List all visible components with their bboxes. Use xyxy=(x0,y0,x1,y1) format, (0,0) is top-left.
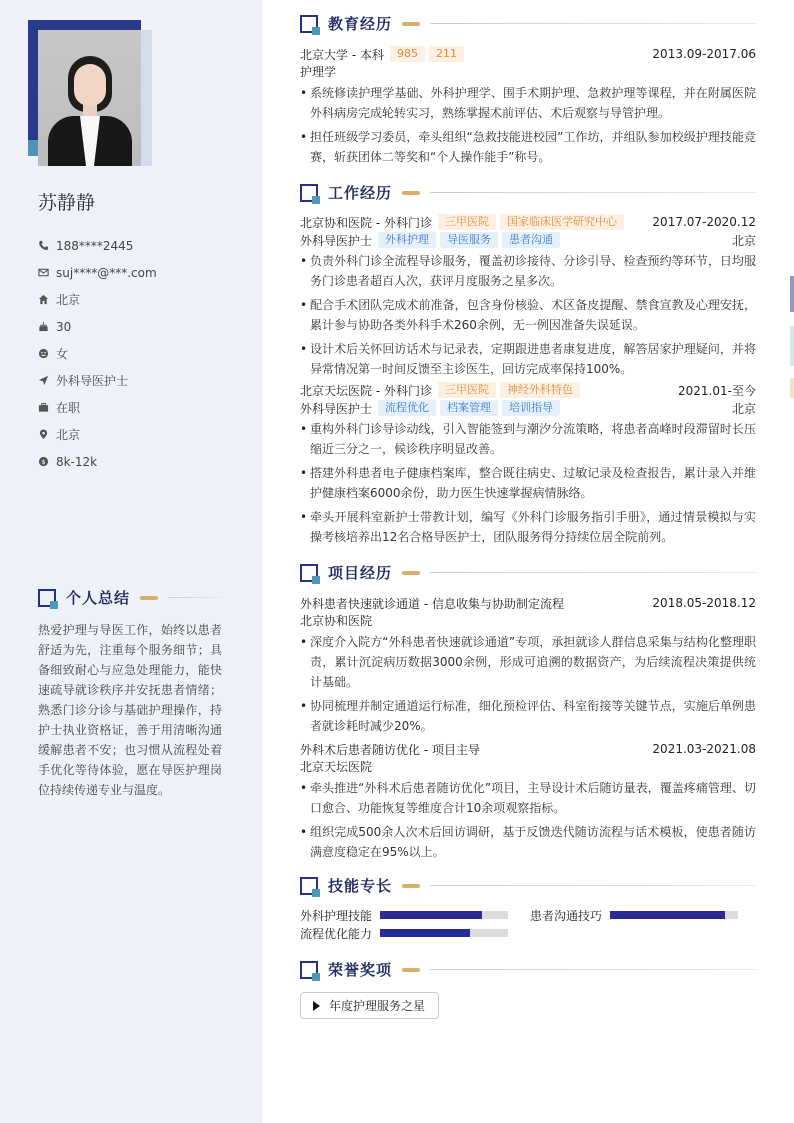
avatar-corner-accent xyxy=(28,140,38,156)
project-header-row xyxy=(300,740,756,758)
job-bullet: • 重构外科门诊导诊动线，引入智能签到与潮汐分流策略，将患者高峰时段滞留时长压缩近三分之一，候诊秩序明显改善。 xyxy=(300,419,756,459)
info-age xyxy=(38,313,157,340)
section-divider xyxy=(430,885,756,886)
project-date: 2018.05-2018.12 xyxy=(652,596,756,610)
section-accent-dash xyxy=(140,596,158,600)
section-divider xyxy=(430,969,756,970)
skill-item xyxy=(300,906,530,924)
job-bullet: • 配合手术团队完成术前准备，包含身份核验、术区备皮提醒、禁食宣教及心理安抚，累计参与协助各类外科手术260余例，无一例因准备失误延误。 xyxy=(300,295,756,335)
section-square-icon xyxy=(300,564,318,582)
location-icon xyxy=(38,429,56,440)
education-date: 2013.09-2017.06 xyxy=(652,47,756,61)
gender-value: 女 xyxy=(56,347,69,361)
work-section-title: 工作经历 xyxy=(328,184,393,202)
skill-bar xyxy=(380,929,508,937)
org-tag: 三甲医院 xyxy=(438,214,496,230)
info-salary xyxy=(38,448,157,475)
education-tag: 211 xyxy=(429,46,464,62)
section-divider xyxy=(430,572,756,573)
section-divider xyxy=(430,23,756,24)
info-gender xyxy=(38,340,157,367)
work-section-header xyxy=(300,182,756,203)
skills-section-title: 技能专长 xyxy=(328,877,393,895)
org-tag: 神经外科特色 xyxy=(500,382,580,398)
skill-bar xyxy=(610,911,738,919)
info-home xyxy=(38,286,157,313)
org-tag: 三甲医院 xyxy=(438,382,496,398)
skill-item xyxy=(300,924,530,942)
project-header-row xyxy=(300,594,756,612)
project-entry xyxy=(300,594,756,736)
job-date: 2017.07-2020.12 xyxy=(652,215,756,229)
skill-name: 患者沟通技巧 xyxy=(530,908,603,923)
education-section-title: 教育经历 xyxy=(328,15,393,33)
awards-section-title: 荣誉奖项 xyxy=(328,961,393,979)
email-value: suj****@***.com xyxy=(56,265,157,280)
role-tag: 导医服务 xyxy=(440,232,498,248)
section-divider xyxy=(430,192,756,193)
project-entry xyxy=(300,740,756,862)
status-value: 在职 xyxy=(56,401,81,415)
education-section-header xyxy=(300,13,756,34)
award-label: 年度护理服务之星 xyxy=(329,999,426,1013)
candidate-name: 苏静静 xyxy=(38,192,96,214)
job-org-row xyxy=(300,213,756,231)
role-tag: 外科护理 xyxy=(378,232,436,248)
education-tag: 985 xyxy=(390,46,425,62)
project-bullet: • 牵头推进“外科术后患者随访优化”项目，主导设计术后随访量表，覆盖疼痛管理、切口愈合、功能恢复等维度合计10余项观察指标。 xyxy=(300,778,756,818)
phone-value: 188****2445 xyxy=(56,238,134,253)
job-date: 2021.01-至今 xyxy=(678,383,756,398)
edge-mark-teal xyxy=(790,326,794,366)
skill-fill xyxy=(610,911,725,919)
play-triangle-icon xyxy=(313,1001,320,1011)
summary-section-title: 个人总结 xyxy=(66,589,131,607)
skill-name: 流程优化能力 xyxy=(300,926,373,941)
position-value: 外科导医护士 xyxy=(56,374,129,388)
project-bullet: • 协同梳理并制定通道运行标准，细化预检评估、科室衔接等关键节点，实施后单例患者就诊耗时减少20%。 xyxy=(300,696,756,736)
work-section xyxy=(300,182,756,551)
phone-icon xyxy=(38,240,56,251)
job-bullet: • 设计术后关怀回访话术与记录表，定期跟进患者康复进度，解答居家护理疑问，并将异常情况第一时间反馈至主诊医生，回访完成率保持100%。 xyxy=(300,339,756,379)
skill-item xyxy=(530,906,756,924)
role-tag: 流程优化 xyxy=(378,400,436,416)
info-location xyxy=(38,421,157,448)
section-accent-dash xyxy=(402,191,420,195)
education-header-row xyxy=(300,45,756,63)
mail-icon xyxy=(38,267,56,278)
section-square-icon xyxy=(300,877,318,895)
skills-section xyxy=(300,875,756,942)
sidebar xyxy=(0,0,262,1123)
portrait-photo xyxy=(38,30,141,166)
projects-section-header xyxy=(300,562,756,583)
gender-icon xyxy=(38,348,56,359)
section-divider xyxy=(168,597,222,598)
project-bullet: • 深度介入院方“外科患者快速就诊通道”专项，承担就诊人群信息采集与结构化整理职责，累计沉淀病历数据3000余例，形成可追溯的数据资产，为后续流程决策提供统计基础。 xyxy=(300,632,756,692)
project-org: 北京天坛医院 xyxy=(300,760,373,774)
info-status xyxy=(38,394,157,421)
skills-section-header xyxy=(300,875,756,896)
project-org: 北京协和医院 xyxy=(300,614,373,628)
project-name: 外科患者快速就诊通道 - 信息收集与协助制定流程 xyxy=(300,596,564,611)
skill-fill xyxy=(380,911,482,919)
avatar xyxy=(28,20,152,166)
section-accent-dash xyxy=(402,22,420,26)
school-name: 北京大学 - 本科 xyxy=(300,47,384,62)
info-phone xyxy=(38,232,157,259)
role-tag: 档案管理 xyxy=(440,400,498,416)
section-accent-dash xyxy=(402,571,420,575)
section-square-icon xyxy=(300,961,318,979)
awards-section xyxy=(300,959,756,1019)
edge-mark-blue xyxy=(790,276,794,312)
job-org: 北京天坛医院 - 外科门诊 xyxy=(300,383,432,398)
section-accent-dash xyxy=(402,884,420,888)
job-org: 北京协和医院 - 外科门诊 xyxy=(300,215,432,230)
contact-info-list xyxy=(38,232,157,475)
edge-mark-gold xyxy=(790,378,794,398)
job-role-row xyxy=(300,399,756,417)
home-value: 北京 xyxy=(56,293,81,307)
job-bullet: • 牵头开展科室新护士带教计划，编写《外科门诊服务指引手册》，通过情景模拟与实操考核培养出12名合格导医护士，团队服务得分持续位居全院前列。 xyxy=(300,507,756,547)
job-city: 北京 xyxy=(731,401,756,416)
projects-section-title: 项目经历 xyxy=(328,564,393,582)
awards-section-header xyxy=(300,959,756,980)
role-tag: 患者沟通 xyxy=(502,232,560,248)
salary-icon xyxy=(38,456,56,467)
age-value: 30 xyxy=(56,319,72,334)
location-value: 北京 xyxy=(56,428,81,442)
job-entry xyxy=(300,381,756,547)
role-tag: 培训指导 xyxy=(502,400,560,416)
skill-bar xyxy=(380,911,508,919)
project-date: 2021.03-2021.08 xyxy=(652,742,756,756)
summary-section-header xyxy=(38,587,222,608)
education-bullet: • 系统修读护理学基础、外科护理学、围手术期护理、急救护理等课程，并在附属医院外科病房完成轮转实习，熟练掌握术前评估、术后观察与导管护理。 xyxy=(300,83,756,123)
job-org-row xyxy=(300,381,756,399)
section-accent-dash xyxy=(402,968,420,972)
projects-section xyxy=(300,562,756,866)
info-position xyxy=(38,367,157,394)
summary-text: 热爱护理与导医工作，始终以患者舒适为先，注重每个服务细节；具备细致耐心与应急处理能力，能快速疏导就诊秩序并安抚患者情绪；熟悉门诊分诊与基础护理操作，持护士执业资格证，善于用清晰沟通缓解患者不安；也习惯从流程处着手优化等待体验，愿在导医护理岗位持续传递专业与温度。 xyxy=(38,623,222,797)
job-role: 外科导医护士 xyxy=(300,401,373,416)
section-square-icon xyxy=(38,589,56,607)
education-major: 护理学 xyxy=(300,65,337,79)
salary-value: 8k-12k xyxy=(56,454,98,469)
job-role-row xyxy=(300,231,756,249)
cake-icon xyxy=(38,321,56,332)
job-entry xyxy=(300,213,756,379)
job-bullet: • 负责外科门诊全流程导诊服务，覆盖初诊接待、分诊引导、检查预约等环节，日均服务门诊患者超百人次，获评月度服务之星多次。 xyxy=(300,251,756,291)
project-name: 外科术后患者随访优化 - 项目主导 xyxy=(300,742,480,757)
section-square-icon xyxy=(300,184,318,202)
project-bullet: • 组织完成500余人次术后回访调研，基于反馈迭代随访流程与话术模板，使患者随访满意度稳定在95%以上。 xyxy=(300,822,756,862)
org-tag: 国家临床医学研究中心 xyxy=(500,214,624,230)
education-bullet: • 担任班级学习委员，牵头组织“急救技能进校园”工作坊，并组队参加校级护理技能竞赛，斩获团体二等奖和“个人操作能手”称号。 xyxy=(300,127,756,167)
skill-name: 外科护理技能 xyxy=(300,908,373,923)
skill-fill xyxy=(380,929,470,937)
job-bullet: • 搭建外科患者电子健康档案库，整合既往病史、过敏记录及检查报告，累计录入并维护健康档案6000余份，助力医生快速掌握病情脉络。 xyxy=(300,463,756,503)
education-section xyxy=(300,13,756,171)
send-icon xyxy=(38,375,56,386)
skills-grid xyxy=(300,906,756,942)
briefcase-icon xyxy=(38,402,56,413)
info-email xyxy=(38,259,157,286)
summary-section xyxy=(38,587,222,800)
award-item xyxy=(300,992,439,1019)
home-icon xyxy=(38,294,56,305)
svg-text:$: $ xyxy=(41,457,46,466)
job-role: 外科导医护士 xyxy=(300,233,373,248)
job-city: 北京 xyxy=(731,233,756,248)
section-square-icon xyxy=(300,15,318,33)
